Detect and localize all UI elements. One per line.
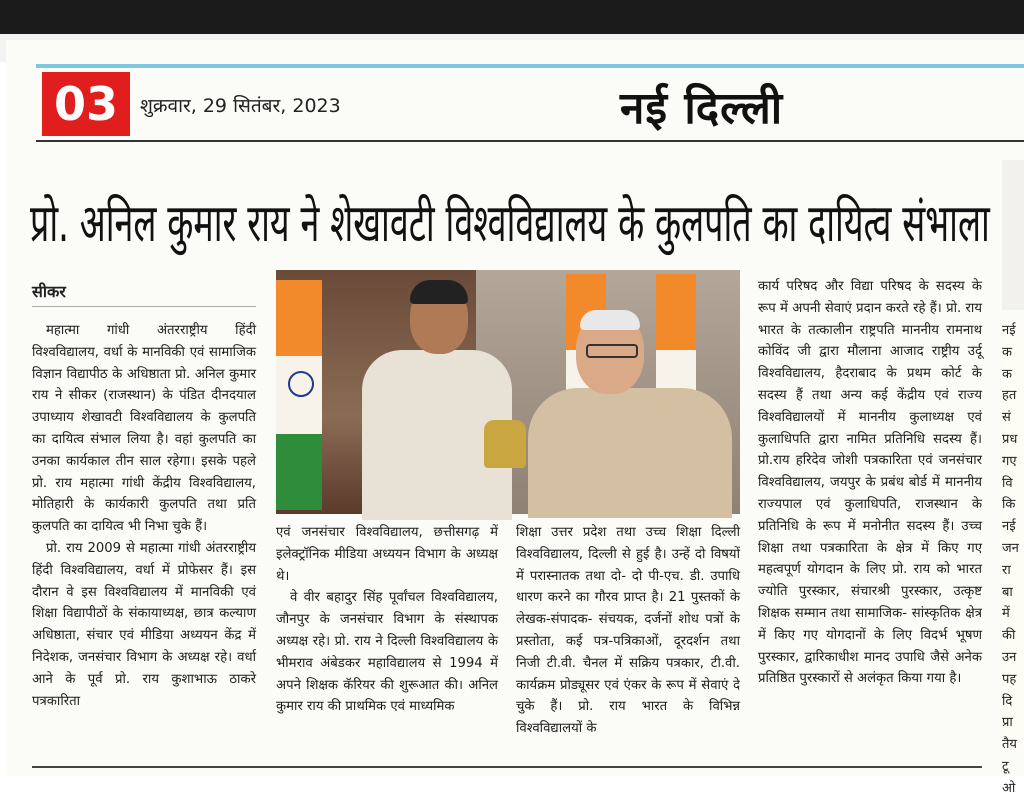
edge-text: क (1002, 366, 1012, 382)
bottom-rule (32, 766, 982, 768)
person-right-body (528, 388, 732, 518)
glasses-icon (586, 344, 638, 358)
edge-text: में (1002, 606, 1010, 622)
edge-text: हत (1002, 388, 1017, 404)
memento-icon (484, 420, 526, 468)
edge-text: पह (1002, 671, 1017, 687)
article-headline: प्रो. अनिल कुमार राय ने शेखावटी विश्वविद्यालय के कुलपति का दायित्व संभाला (30, 192, 990, 254)
edge-text: कि (1002, 497, 1016, 513)
news-photo (276, 270, 740, 514)
edge-text: सं (1002, 410, 1011, 426)
article-column-2 (276, 522, 498, 718)
edge-text: ओ (1002, 780, 1016, 796)
edge-text: नई (1002, 323, 1016, 338)
indian-flag-icon (276, 280, 322, 510)
page-number: 03 (42, 72, 130, 136)
paragraph: प्रो. राय 2009 से महात्मा गांधी अंतरराष्ट्रीय हिंदी विश्वविद्यालय, वर्धा में प्रोफेसर हैं। इस दौरान वे इस विश्वविद्यालय में मानविकी एवं शिक्षा विद्यापीठों के संकायाध्यक्ष, छात्र कल्याण अधिष्ठाता, संचार एवं मीडिया अध्ययन केंद्र में निदेशक, जनसंचार विभाग के अध्यक्ष रहे। वर्धा आने के पूर्व प्रो. राय कुशाभाऊ ठाकरे पत्रकारिता (32, 540, 256, 709)
dateline: सीकर (32, 280, 256, 307)
edge-text: बा (1002, 584, 1013, 600)
masthead-rule (36, 64, 1024, 68)
edge-text: रा (1002, 562, 1011, 578)
edge-text: प्रध (1002, 431, 1018, 447)
edition-city: नई दिल्ली (620, 83, 784, 134)
edge-text: गए (1002, 453, 1017, 469)
article-column-1 (32, 320, 256, 712)
edge-text: वि (1002, 475, 1013, 491)
article-column-3 (516, 522, 740, 740)
edge-text: जन (1002, 540, 1019, 556)
article-column-4 (758, 276, 982, 690)
person-right-hair (580, 310, 640, 330)
person-left-hair (410, 280, 468, 304)
paragraph: कार्य परिषद और विद्या परिषद के सदस्य के रूप में अपनी सेवाएं प्रदान करते रहे हैं। प्रो. राय भारत के तत्कालीन राष्ट्रपति माननीय रामनाथ कोविंद जी द्वारा मौलाना आजाद राष्ट्रीय उर्दू विश्वविद्यालय, हैदराबाद के प्रथम कोर्ट के सदस्य हैं तथा अन्य कई केंद्रीय एवं राज्य विश्वविद्यालयों में माननीय कुलाध्यक्ष एवं कुलाधिपति द्वारा नामित प्रतिनिधि सदस्य हैं। प्रो.राय हरिदेव जोशी पत्रकारिता एवं जनसंचार विश्वविद्यालय, जयपुर के प्रबंध बोर्ड में माननीय राज्यपाल एवं कुलाधिपति, राजस्थान के प्रतिनिधि के रूप में मनोनीत सदस्य हैं। उच्च शिक्षा तथा पत्रकारिता के क्षेत्र में किए गए महत्वपूर्ण योगदान के लिए प्रो. राय को भारत ज्योति पुरस्कार, संचारश्री पुरस्कार, उत्कृष्ट शिक्षक सम्मान तथा सामाजिक- सांस्कृतिक क्षेत्र में किए गए योगदानों के लिए विदर्भ भूषण पुरस्कार, द्वारिकाधीश मानद उपाधि जैसे अनेक प्रतिष्ठित पुरस्कारों से अलंकृत किया गया है। (758, 279, 982, 687)
paragraph: शिक्षा उत्तर प्रदेश तथा उच्च शिक्षा दिल्ली विश्वविद्यालय, दिल्ली से हुई है। उन्हें दो विषयों में परास्नातक तथा दो- दो पी-एच. डी. उपाधि धारण करने का गौरव प्राप्त है। 21 पुस्तकों के लेखक-संपादक- संचयक, दर्जनों शोध पत्रों के प्रस्तोता, कई पत्र-पत्रिकाओं, दूरदर्शन तथा निजी टी.वी. चैनल में सक्रिय पत्रकार, टी.वी. कार्यक्रम प्रोड्यूसर एवं एंकर के रूप में सेवाएं दे चुके हैं। प्रो. राय भारत के विभिन्न विश्वविद्यालयों के (516, 525, 740, 737)
edge-text: दि (1002, 693, 1013, 709)
edge-text: नई (1002, 519, 1016, 535)
viewer-top-bar (0, 0, 1024, 34)
edge-text: तैय (1002, 737, 1017, 753)
paragraph: वे वीर बहादुर सिंह पूर्वांचल विश्वविद्यालय, जौनपुर के जनसंचार विभाग के संस्थापक अध्यक्ष रहे। प्रो. राय ने दिल्ली विश्वविद्यालय के भीमराव अंबेडकर महाविद्यालय से 1994 में अपने शिक्षक कॅरियर की शुरूआत की। अनिल कुमार राय की प्राथमिक एवं माध्यमिक (276, 590, 498, 715)
edge-text: उन (1002, 649, 1017, 665)
masthead-divider (36, 140, 1024, 142)
edge-text: क (1002, 344, 1012, 360)
edge-text: टू (1002, 758, 1009, 774)
adjacent-article-edge (1002, 160, 1024, 310)
adjacent-article-column (1002, 320, 1024, 796)
edge-text: प्रा (1002, 715, 1013, 731)
edge-text: की (1002, 628, 1016, 644)
issue-date: शुक्रवार, 29 सितंबर, 2023 (140, 95, 341, 117)
paragraph: एवं जनसंचार विश्वविद्यालय, छत्तीसगढ़ में इलेक्ट्रॉनिक मीडिया अध्ययन विभाग के अध्यक्ष थे। (276, 525, 498, 584)
paragraph: महात्मा गांधी अंतरराष्ट्रीय हिंदी विश्वविद्यालय, वर्धा के मानविकी एवं सामाजिक विज्ञान विद्यापीठ के अधिष्ठाता प्रो. अनिल कुमार राय ने सीकर (राजस्थान) के पंडित दीनदयाल उपाध्याय शेखावटी विश्वविद्यालय के कुलपति का दायित्व संभाल लिया है। वहां कुलपति का उनका कार्यकाल तीन साल रहेगा। इसके पहले प्रो. राय महात्मा गांधी केंद्रीय विश्वविद्यालय, मोतिहारी के कार्यकारी कुलपति तथा प्रति कुलपति का दायित्व भी निभा चुके हैं। (32, 323, 256, 535)
